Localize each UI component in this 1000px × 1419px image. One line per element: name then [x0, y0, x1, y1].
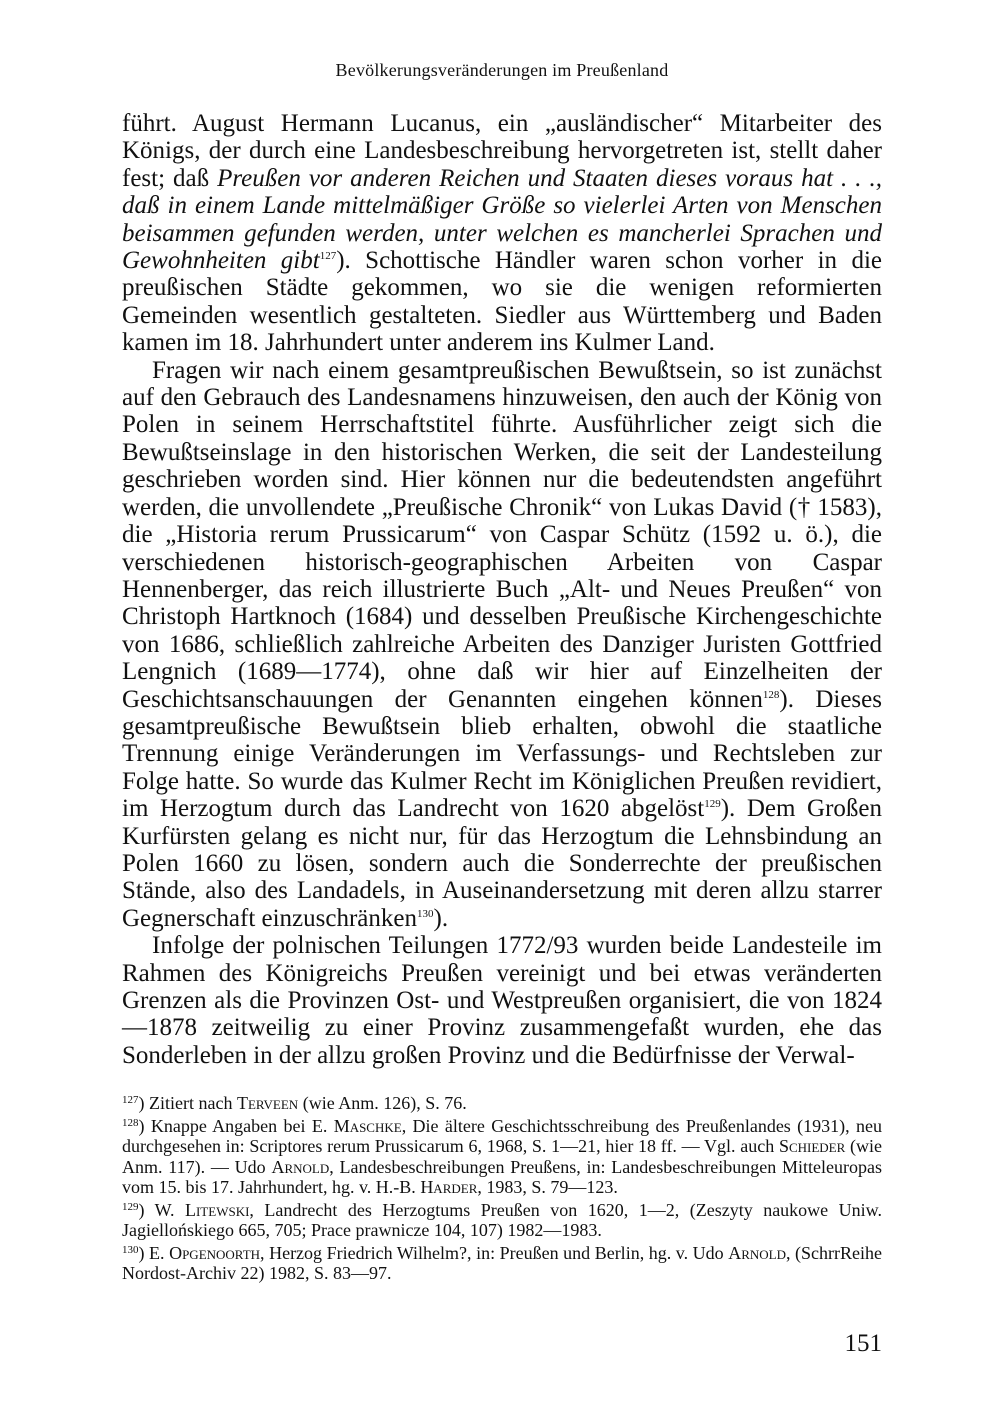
text-run: ). Dem Großen Kurfürsten gelang es nicht nur, für das Herzogtum die Lehnsbindung an Polen 1660 zu lösen, sondern auch die Sonderrechte der preußischen Stände, also des Landadels, in Auseinandersetzung mit deren allzu starrer Gegnerschaft einzuschränken — [122, 795, 882, 932]
text-run: ). Dieses gesamtpreußische Bewußtsein blieb erhalten, obwohl die staatliche Trennung einige Veränderungen im Verfassungs- und Rechtsleben zur Folge hatte. So wurde das Kulmer Recht im Königlichen Preußen revidiert, im Herzogtum durch das Landrecht von 1620 abgelöst — [122, 685, 882, 823]
footnote-128 — [122, 1116, 882, 1198]
footnote-number: 130 — [122, 1243, 139, 1256]
text-run: , (SchrrReihe Nordost-Archiv 22) 1982, S. 83—97. — [122, 1242, 882, 1283]
text-run: (wie Anm. 126), S. 76. — [298, 1093, 467, 1113]
text-run: Infolge der polnischen Teilungen 1772/93 wurden beide Landesteile im Rahmen des Königreichs Preußen vereinigt und bei etwas veränderten Grenzen als die Provinzen Ost- und Westpreußen organisiert, die von 1824—1878 zeitweilig zu einer Provinz zusammengefaßt wurden, ehe das Sonderleben in der allzu großen Provinz und die Bedürfnisse der Verwal- — [122, 932, 882, 1069]
text-run: ) W. — [138, 1199, 185, 1220]
author-name: Maschke — [333, 1115, 402, 1136]
text-run: , 1983, S. 79—123. — [477, 1177, 618, 1197]
text-run: ) Zitiert nach — [138, 1093, 237, 1113]
footnote-129 — [122, 1200, 882, 1241]
author-name: Arnold — [728, 1242, 786, 1263]
text-run: führt. August Hermann Lucanus, ein „ausländischer“ Mitarbeiter des Königs, der durch eine Landesbeschreibung hervorgetreten ist, stellt daher fest; daß — [122, 110, 882, 192]
paragraph — [122, 932, 882, 1069]
footnote-ref-127[interactable]: 127 — [319, 250, 337, 263]
text-run: (wie Anm. 117). — Udo — [122, 1136, 882, 1177]
author-name: Opgenoorth — [169, 1242, 261, 1263]
text-run: , Landrecht des Herzogtums Preußen von 1620, 1—2, (Zeszyty naukowe Uniw. Jagiellońskiego 665, 705; Prace prawnicze 104, 107) 1982—1983. — [122, 1199, 882, 1240]
text-run: ) Knappe Angaben bei E. — [138, 1115, 334, 1136]
footnote-ref-129[interactable]: 129 — [704, 798, 721, 811]
text-run: , Landesbeschreibungen Preußens, in: Landesbeschreibungen Mitteleuropas vom 15. bis 17. Jahrhundert, hg. v. H.-B. — [122, 1156, 883, 1197]
footnote-number: 128 — [122, 1116, 139, 1129]
text-run: , Die ältere Geschichtsschreibung des Preußenlandes (1931), neu durchgesehen in: Scriptores rerum Prussicarum 6, 1968, S. 1—21, hier 18 ff. — Vgl. auch — [122, 1115, 882, 1156]
running-header: Bevölkerungsveränderungen im Preußenland — [335, 60, 669, 80]
author-name: Harder — [420, 1177, 478, 1197]
text-run: ). Schottische Händler waren schon vorher in die preußischen Städte gekommen, wo sie die wenigen reformierten Gemeinden wesentlich gestalteten. Siedler aus Württemberg und Baden kamen im 18. Jahrhundert unter anderem ins Kulmer Land. — [122, 247, 882, 357]
author-name: Terveen — [236, 1093, 299, 1113]
text-run: Fragen wir nach einem gesamtpreußischen Bewußtsein, so ist zunächst auf den Gebrauch des Landesnamens hinzuweisen, den auch der König von Polen in seinem Herrschaftstitel führte. Ausführlicher zeigt sich die Bewußtseinslage in den historischen Werken, die seit der Landesteilung geschrieben worden sind. Hier können nur die bedeutendsten angeführt werden, die unvollendete „Preußische Chronik“ von Lukas David († 1583), die „Historia rerum Prussicarum“ von Caspar Schütz (1592 u. ö.), die verschiedenen historisch-geographischen Arbeiten von Caspar Hennenberger, das reich illustrierte Buch „Alt- und Neues Preußen“ von Christoph Hartknoch (1684) und desselben Preußische Kirchengeschichte von 1686, schließlich zahlreiche Arbeiten des Danziger Juristen Gottfried Lengnich (1689—1774), ohne daß wir hier auf Einzelheiten der Geschichtsanschauungen der Genannten eingehen können — [122, 356, 882, 713]
paragraph — [122, 110, 882, 357]
footnote-number: 127 — [122, 1094, 139, 1106]
text-run: ) E. — [138, 1242, 170, 1263]
italic-quote: Preußen vor anderen Reichen und Staaten dieses voraus hat . . ., daß in einem Lande mittelmäßiger Größe so vielerlei Arten von Menschen beisammen gefunden werden, unter welchen es mancherlei Sprachen und Gewohnheiten gibt — [122, 164, 882, 275]
main-text — [122, 110, 882, 1069]
text-run: , Herzog Friedrich Wilhelm?, in: Preußen und Berlin, hg. v. Udo — [260, 1242, 729, 1263]
footnote-127 — [122, 1093, 882, 1114]
author-name: Litewski — [184, 1199, 250, 1220]
author-name: Schieder — [778, 1136, 846, 1156]
footnote-130 — [122, 1243, 882, 1284]
footnote-ref-128[interactable]: 128 — [762, 688, 780, 701]
footnote-ref-130[interactable]: 130 — [417, 907, 434, 920]
page-number: 151 — [844, 1330, 882, 1357]
footnotes — [122, 1093, 882, 1286]
paragraph — [122, 357, 882, 933]
footnote-number: 129 — [122, 1200, 139, 1213]
text-run: ). — [433, 904, 449, 932]
author-name: Arnold — [271, 1156, 330, 1177]
